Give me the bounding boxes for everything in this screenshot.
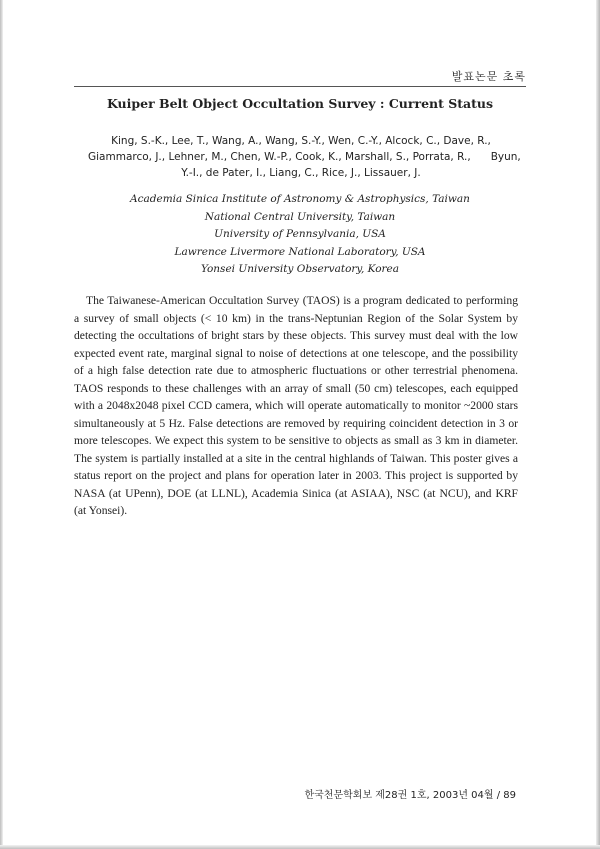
author-list <box>88 133 521 181</box>
section-tag: 발표논문 초록 <box>451 70 526 83</box>
author-line: King, S.-K., Lee, T., Wang, A., Wang, S.-Y., Wen, C.-Y., Alcock, C., Dave, R., <box>111 135 491 147</box>
page-edge-right <box>596 0 600 849</box>
affiliation: National Central University, Taiwan <box>204 210 396 223</box>
page-edge-bottom <box>0 845 600 849</box>
abstract-paragraph: The Taiwanese-American Occultation Survey (TAOS) is a program dedicated to performing a survey of small objects (< 10 km) in the trans-Neptunian Region of the Solar System by detecting the occultations of bright stars by these objects. This survey must deal with the low expected event rate, marginal signal to noise of detections at one telescope, and the possibility of a high false detection rate due to atmospheric fluctuations or other terrestrial phenomena. TAOS responds to these challenges with an array of small (50 cm) telescopes, each equipped with a 2048x2048 pixel CCD camera, which will operate automatically to monitor ~2000 stars simultaneously at 5 Hz. False detections are removed by requiring coincident detection in 3 or more telescopes. We expect this system to be sensitive to objects as small as 3 km in diameter. The system is partially installed at a site in the central highlands of Taiwan. This poster gives a status report on the project and plans for operation later in 2003. This project is supported by NASA (at UPenn), DOE (at LLNL), Academia Sinica (at ASIAA), NSC (at NCU), and KRF (at Yonsei). <box>74 294 518 517</box>
affiliation: Yonsei University Observatory, Korea <box>200 263 400 275</box>
page-edge-left <box>0 0 3 849</box>
affiliation: Academia Sinica Institute of Astronomy & Astrophysics, Taiwan <box>130 193 470 205</box>
author-line: Y.-I., de Pater, I., Liang, C., Rice, J., Lissauer, J. <box>181 167 421 179</box>
header-rule <box>74 86 526 87</box>
affiliation: University of Pennsylvania, USA <box>214 228 386 240</box>
journal-reference: 한국천문학회보 제28권 1호, 2003년 04월 / 89 <box>304 790 516 801</box>
affiliation-list <box>0 191 600 279</box>
affiliation: Lawrence Livermore National Laboratory, USA <box>174 245 426 258</box>
author-line: Giammarco, J., Lehner, M., Chen, W.-P., Cook, K., Marshall, S., Porrata, R., Byun, <box>88 151 521 163</box>
paper-title: Kuiper Belt Object Occultation Survey : Current Status <box>106 96 494 111</box>
